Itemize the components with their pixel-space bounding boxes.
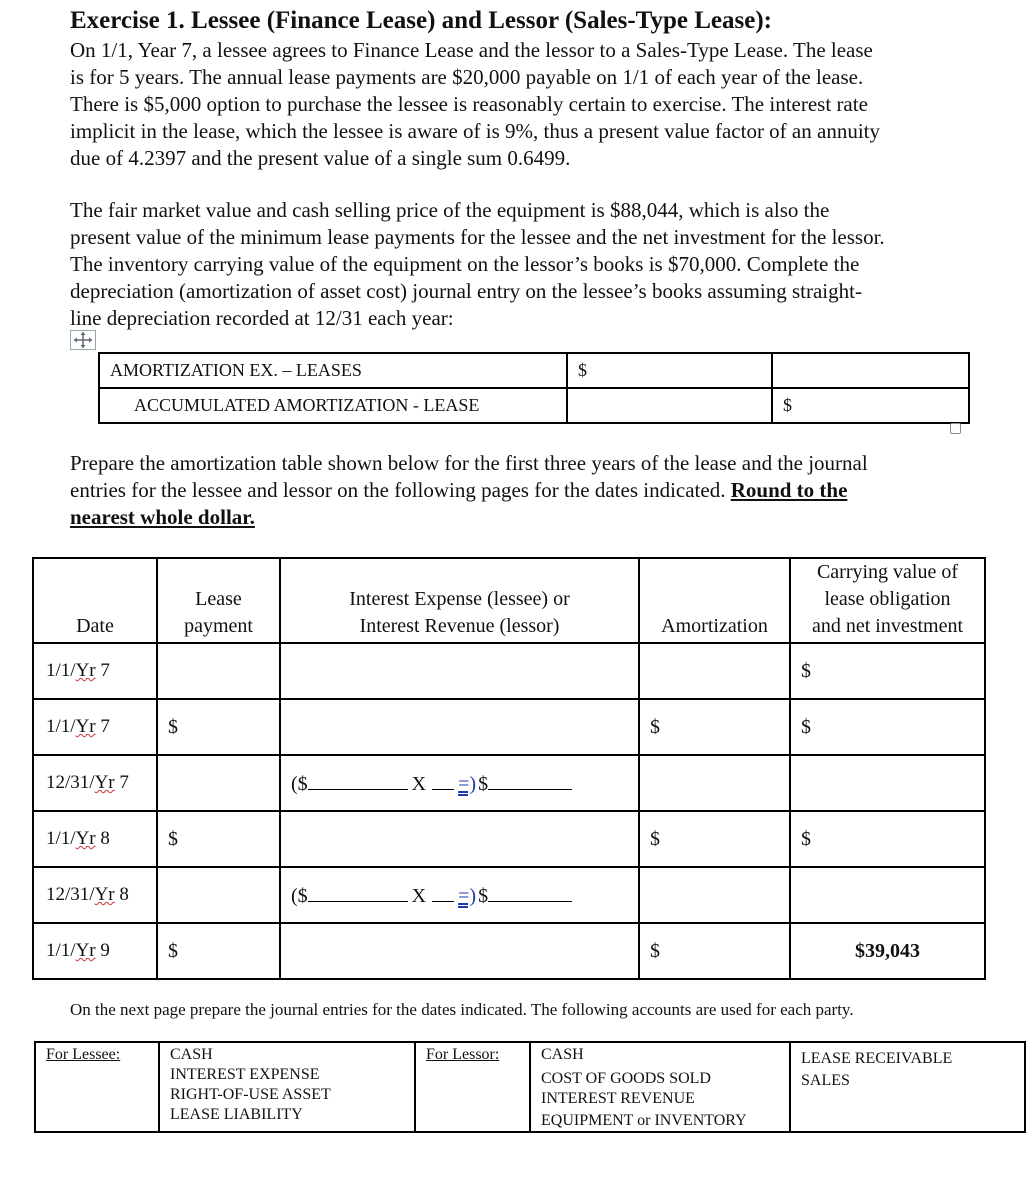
header-interest-line: Interest Revenue (lessor) xyxy=(359,615,560,637)
table-row xyxy=(33,699,985,755)
journal-entry-debit-row xyxy=(99,353,969,388)
lessor-label-cell xyxy=(415,1042,530,1132)
interest-cell[interactable] xyxy=(280,699,639,755)
journal-entry-credit-row xyxy=(99,388,969,423)
amortization-cell[interactable] xyxy=(639,811,790,867)
date-year-abbrev: Yr xyxy=(75,940,96,961)
lessee-account: INTEREST EXPENSE xyxy=(170,1066,320,1083)
paragraph-line: The fair market value and cash selling price of the equipment is $88,044, which is also the xyxy=(70,198,830,222)
amortization-header-row xyxy=(33,558,985,643)
header-carrying-line: Carrying value of xyxy=(816,561,959,583)
header-carrying-line: and net investment xyxy=(811,615,964,637)
date-year-abbrev: Yr xyxy=(75,716,96,737)
lessor-accounts-cell-1 xyxy=(530,1042,790,1132)
lessee-account: LEASE LIABILITY xyxy=(170,1106,303,1123)
interest-cell[interactable] xyxy=(280,867,639,923)
date-prefix: 1/1/ xyxy=(46,660,76,681)
header-carrying-value xyxy=(790,558,985,643)
instructions-line-3: nearest whole dollar. xyxy=(70,505,255,529)
payment-dollar-sign: $ xyxy=(168,827,178,850)
date-prefix: 12/31/ xyxy=(46,772,95,793)
header-date xyxy=(33,558,157,643)
interest-blank-result[interactable] xyxy=(488,771,572,790)
interest-blank-rate[interactable] xyxy=(432,883,454,902)
date-suffix: 8 xyxy=(114,884,129,905)
accounts-table xyxy=(34,1041,1026,1133)
lessor-account: EQUIPMENT or INVENTORY xyxy=(541,1112,747,1129)
lessee-label-cell xyxy=(35,1042,159,1132)
table-resize-handle-icon[interactable] xyxy=(950,423,961,434)
instructions-text: entries for the lessee and lessor on the following pages for the dates indicated. xyxy=(70,478,731,502)
carrying-value-cell[interactable] xyxy=(790,643,985,699)
instructions-line-2 xyxy=(70,477,1000,504)
table-row xyxy=(33,867,985,923)
date-year-abbrev: Yr xyxy=(94,884,115,905)
header-payment-line: Lease xyxy=(195,588,242,610)
journal-entry-table xyxy=(98,352,970,424)
interest-times-sign: X xyxy=(411,884,427,907)
lessor-account: LEASE RECEIVABLE xyxy=(801,1050,953,1067)
header-lease-payment xyxy=(157,558,280,643)
lease-payment-cell[interactable] xyxy=(157,923,280,979)
interest-cell[interactable] xyxy=(280,923,639,979)
amortization-cell[interactable] xyxy=(639,699,790,755)
lease-payment-cell[interactable] xyxy=(157,755,280,811)
date-prefix: 1/1/ xyxy=(46,828,76,849)
header-interest xyxy=(280,558,639,643)
interest-cell[interactable] xyxy=(280,811,639,867)
interest-blank-rate[interactable] xyxy=(432,771,454,790)
header-payment-line: payment xyxy=(184,615,253,637)
paragraph-line: depreciation (amortization of asset cost) journal entry on the lessee’s books assuming straight- xyxy=(70,279,862,303)
header-interest-line: Interest Expense (lessee) or xyxy=(349,588,570,610)
date-year-abbrev: Yr xyxy=(75,828,96,849)
interest-blank-balance[interactable] xyxy=(308,771,408,790)
paragraph-line: The inventory carrying value of the equipment on the lessor’s books is $70,000. Complete the xyxy=(70,252,860,276)
paragraph-line: There is $5,000 option to purchase the lessee is reasonably certain to exercise. The interest rate xyxy=(70,92,868,116)
paragraph-line: due of 4.2397 and the present value of a single sum 0.6499. xyxy=(70,146,571,170)
payment-dollar-sign: $ xyxy=(168,939,178,962)
header-amortization xyxy=(639,558,790,643)
date-year-abbrev: Yr xyxy=(94,772,115,793)
lessor-label: For Lessor: xyxy=(426,1046,500,1063)
lease-payment-cell[interactable] xyxy=(157,699,280,755)
lessor-account: CASH xyxy=(541,1046,584,1063)
date-cell xyxy=(33,643,157,699)
instructions-emphasis: Round to the xyxy=(730,478,848,502)
date-suffix: 7 xyxy=(95,716,110,737)
carrying-dollar-sign: $ xyxy=(801,659,811,682)
exercise-paragraph-1 xyxy=(70,37,1000,172)
table-move-handle-icon[interactable] xyxy=(70,330,96,350)
carrying-dollar-sign: $ xyxy=(801,715,811,738)
lessor-account: SALES xyxy=(801,1072,850,1089)
date-cell xyxy=(33,699,157,755)
amortization-dollar-sign: $ xyxy=(650,939,660,962)
paragraph-line: present value of the minimum lease payments for the lessee and the net investment for the lessor. xyxy=(70,225,885,249)
debit-credit-empty-cell[interactable] xyxy=(772,353,969,388)
payment-dollar-sign: $ xyxy=(168,715,178,738)
paragraph-line: implicit in the lease, which the lessee is aware of is 9%, thus a present value factor of an annuity xyxy=(70,119,880,143)
date-cell xyxy=(33,867,157,923)
date-suffix: 7 xyxy=(114,772,129,793)
lease-payment-cell[interactable] xyxy=(157,811,280,867)
interest-times-sign: X xyxy=(411,772,427,795)
table-row xyxy=(33,923,985,979)
amortization-dollar-sign: $ xyxy=(650,827,660,850)
debit-amount-cell[interactable] xyxy=(567,353,772,388)
debit-account-cell[interactable] xyxy=(99,353,567,388)
date-year-abbrev: Yr xyxy=(75,660,96,681)
paragraph-line: On 1/1, Year 7, a lessee agrees to Finance Lease and the lessor to a Sales-Type Lease. The lease xyxy=(70,38,873,62)
date-cell xyxy=(33,923,157,979)
lessee-account: RIGHT-OF-USE ASSET xyxy=(170,1086,331,1103)
debit-account-label: AMORTIZATION EX. – LEASES xyxy=(110,360,362,380)
paragraph-line: line depreciation recorded at 12/31 each year: xyxy=(70,306,454,330)
exercise-paragraph-2 xyxy=(70,197,1000,332)
instructions-line-1: Prepare the amortization table shown below for the first three years of the lease and the journal xyxy=(70,451,868,475)
date-prefix: 1/1/ xyxy=(46,940,76,961)
header-amortization-label: Amortization xyxy=(661,615,768,637)
amortization-cell[interactable] xyxy=(639,643,790,699)
amortization-cell[interactable] xyxy=(639,923,790,979)
carrying-value-cell[interactable] xyxy=(790,699,985,755)
amortization-dollar-sign: $ xyxy=(650,715,660,738)
lessor-accounts-cell-2 xyxy=(790,1042,1025,1132)
lessee-accounts-cell xyxy=(159,1042,415,1132)
interest-blank-result[interactable] xyxy=(488,883,572,902)
lease-payment-cell[interactable] xyxy=(157,867,280,923)
header-carrying-line: lease obligation xyxy=(824,588,951,610)
carrying-value-cell[interactable] xyxy=(790,867,985,923)
header-date-label: Date xyxy=(76,615,114,637)
amortization-cell[interactable] xyxy=(639,755,790,811)
date-suffix: 8 xyxy=(95,828,110,849)
interest-cell[interactable] xyxy=(280,643,639,699)
interest-equals-sign: =) xyxy=(458,884,477,907)
date-prefix: 12/31/ xyxy=(46,884,95,905)
table-row xyxy=(33,755,985,811)
interest-equals-sign: =) xyxy=(458,772,477,795)
lessor-account: INTEREST REVENUE xyxy=(541,1090,695,1107)
lessee-label: For Lessee: xyxy=(46,1046,121,1063)
date-suffix: 9 xyxy=(95,940,110,961)
carrying-value-cell[interactable] xyxy=(790,755,985,811)
table-row xyxy=(33,643,985,699)
amortization-table xyxy=(32,557,986,980)
debit-dollar-sign: $ xyxy=(578,360,587,380)
amortization-cell[interactable] xyxy=(639,867,790,923)
exercise-title: Exercise 1. Lessee (Finance Lease) and Lessor (Sales-Type Lease): xyxy=(70,7,772,34)
carrying-value-cell[interactable] xyxy=(790,923,985,979)
date-prefix: 1/1/ xyxy=(46,716,76,737)
lease-payment-cell[interactable] xyxy=(157,643,280,699)
date-suffix: 7 xyxy=(95,660,110,681)
table-row xyxy=(33,811,985,867)
credit-dollar-sign: $ xyxy=(783,395,792,415)
carrying-dollar-sign: $ xyxy=(801,827,811,850)
paragraph-line: is for 5 years. The annual lease payments are $20,000 payable on 1/1 of each year of the lease. xyxy=(70,65,864,89)
date-cell xyxy=(33,811,157,867)
instructions xyxy=(70,450,1000,531)
interest-open-paren: ($ xyxy=(291,772,308,795)
credit-account-cell[interactable] xyxy=(99,388,567,423)
carrying-value-cell[interactable] xyxy=(790,811,985,867)
interest-open-paren: ($ xyxy=(291,884,308,907)
carrying-value-amount: $39,043 xyxy=(855,939,920,962)
interest-dollar-sign: $ xyxy=(478,884,489,907)
interest-dollar-sign: $ xyxy=(478,772,489,795)
date-cell xyxy=(33,755,157,811)
credit-account-label: ACCUMULATED AMORTIZATION - LEASE xyxy=(134,395,480,415)
lessee-account: CASH xyxy=(170,1046,213,1063)
interest-blank-balance[interactable] xyxy=(308,883,408,902)
credit-debit-empty-cell[interactable] xyxy=(567,388,772,423)
interest-cell[interactable] xyxy=(280,755,639,811)
accounts-note: On the next page prepare the journal entries for the dates indicated. The following accounts are used for each party. xyxy=(70,1000,854,1019)
lessor-account: COST OF GOODS SOLD xyxy=(541,1070,711,1087)
accounts-row xyxy=(35,1042,1025,1132)
credit-amount-cell[interactable] xyxy=(772,388,969,423)
